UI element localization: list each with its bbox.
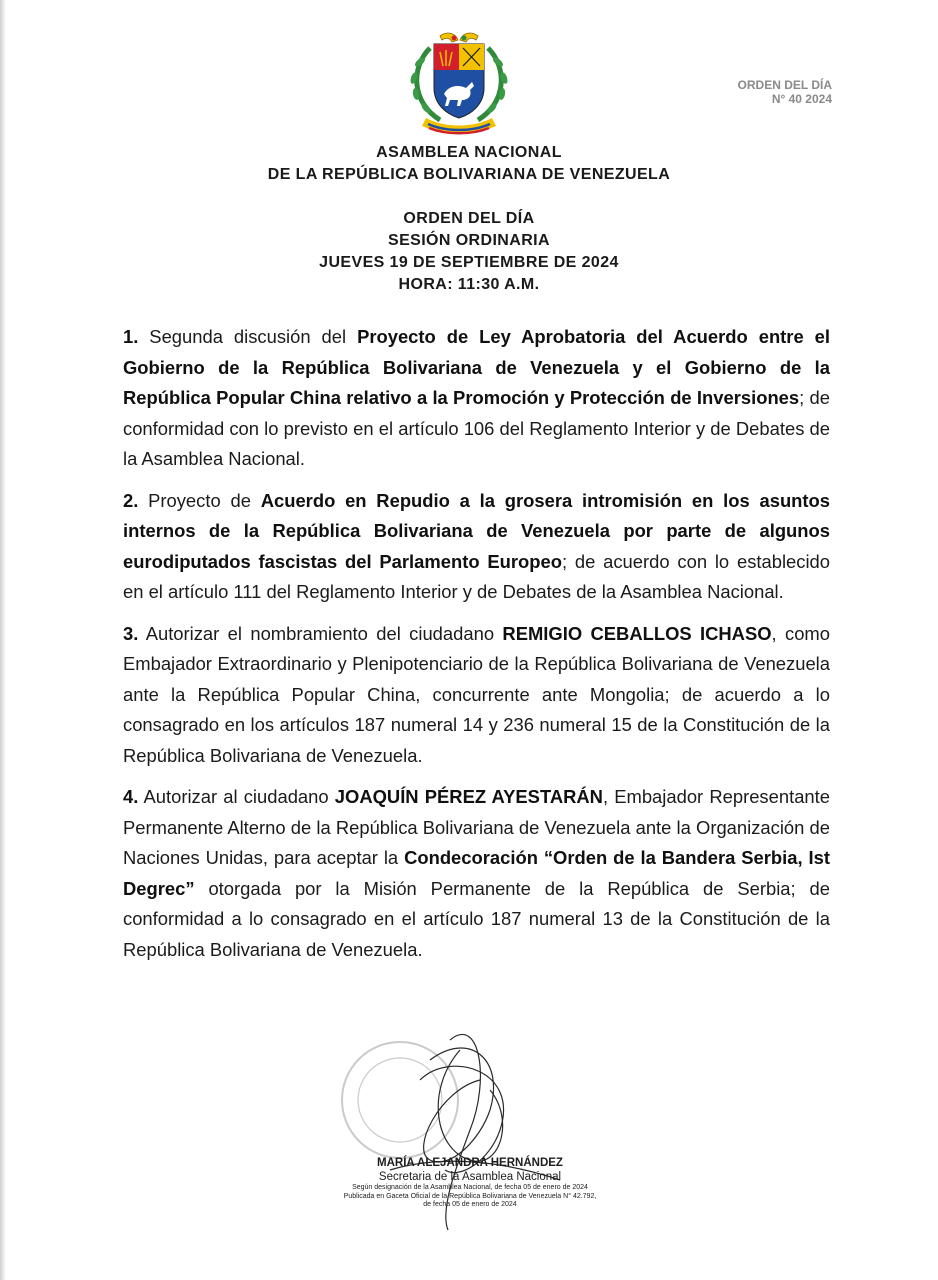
- signatory-name: MARÍA ALEJANDRA HERNÁNDEZ: [377, 1157, 563, 1169]
- item-number: 4.: [123, 786, 139, 807]
- item-bold-text: JOAQUÍN PÉREZ AYESTARÁN: [334, 786, 603, 807]
- item-text: Autorizar al ciudadano: [138, 786, 335, 807]
- order-title: ORDEN DEL DÍA: [403, 210, 535, 227]
- item-text: Autorizar el nombramiento del ciudadano: [138, 622, 503, 644]
- doc-ref-number: N° 40 2024: [771, 92, 832, 106]
- session-type: SESIÓN ORDINARIA: [388, 232, 550, 249]
- item-number: 1.: [123, 326, 139, 347]
- agenda-item: [123, 486, 830, 608]
- item-bold-text: Proyecto de Ley Aprobatoria del Acuerdo entre el Gobierno de la República Bolivariana de Venezuela y el Gobierno de la República Popular China relativo a la Promoción y Protección de Inversiones: [123, 326, 830, 408]
- item-text: otorgada por la Misión Permanente de la República de Serbia; de conformidad a lo consagrado en el artículo 187 numeral 13 de la Constitución de la República Bolivariana de Venezuela.: [123, 877, 830, 960]
- institution-heading: [0, 142, 938, 186]
- signatory-title: Secretaria de la Asamblea Nacional: [378, 1171, 562, 1183]
- coat-of-arms-icon: [400, 28, 518, 136]
- item-bold-text: REMIGIO CEBALLOS ICHASO: [502, 622, 772, 644]
- item-number: 2.: [123, 489, 139, 511]
- doc-ref-title: ORDEN DEL DÍA: [737, 78, 832, 92]
- item-text: ; de acuerdo con lo establecido en el artículo 111 del Reglamento Interior y de Debates de la Asamblea Nacional.: [123, 550, 831, 602]
- page-edge: [0, 0, 6, 1280]
- item-text: Proyecto de: [138, 489, 261, 511]
- document-reference: [738, 78, 832, 106]
- item-text: , como Embajador Extraordinario y Plenipotenciario de la República Bolivariana de Venezuela ante la República Popular China, concurrente ante Mongolia; de acuerdo a lo consagrado en los artículos 187 numeral 14 y 236 numeral 15 de la Constitución de la República Bolivariana de Venezuela.: [123, 622, 830, 766]
- item-bold-text: Condecoración “Orden de la Bandera Serbia, Ist Degrec”: [123, 847, 830, 899]
- institution-line-1: ASAMBLEA NACIONAL: [376, 144, 562, 161]
- institution-line-2: DE LA REPÚBLICA BOLIVARIANA DE VENEZUELA: [267, 166, 671, 183]
- item-text: ; de conformidad con lo previsto en el artículo 106 del Reglamento Interior y de Debates de la Asamblea Nacional.: [123, 387, 830, 469]
- item-text: , Embajador Representante Permanente Alterno de la República Bolivariana de Venezuela ante la Organización de Naciones Unidas, para aceptar la: [123, 786, 830, 868]
- gazette-note: Publicada en Gaceta Oficial de la República Bolivariana de Venezuela N° 42.792,: [343, 1192, 597, 1200]
- agenda-item: [123, 782, 830, 965]
- item-text: Segunda discusión del: [138, 326, 358, 347]
- gazette-date-note: de fecha 05 de enero de 2024: [423, 1201, 517, 1208]
- designation-note: Según designación de la Asamblea Nacional, de fecha 05 de enero de 2024: [352, 1184, 588, 1191]
- signature-block: [300, 1156, 640, 1210]
- session-time: HORA: 11:30 A.M.: [398, 276, 540, 293]
- session-heading: [0, 208, 938, 296]
- agenda-item: [123, 619, 830, 772]
- item-number: 3.: [123, 622, 139, 644]
- session-date: JUEVES 19 DE SEPTIEMBRE DE 2024: [319, 254, 619, 271]
- agenda-items: [123, 322, 830, 976]
- item-bold-text: Acuerdo en Repudio a la grosera intromisión en los asuntos internos de la República Bolivariana de Venezuela por parte de algunos eurodiputados fascistas del Parlamento Europeo: [123, 489, 830, 572]
- agenda-item: [123, 322, 830, 475]
